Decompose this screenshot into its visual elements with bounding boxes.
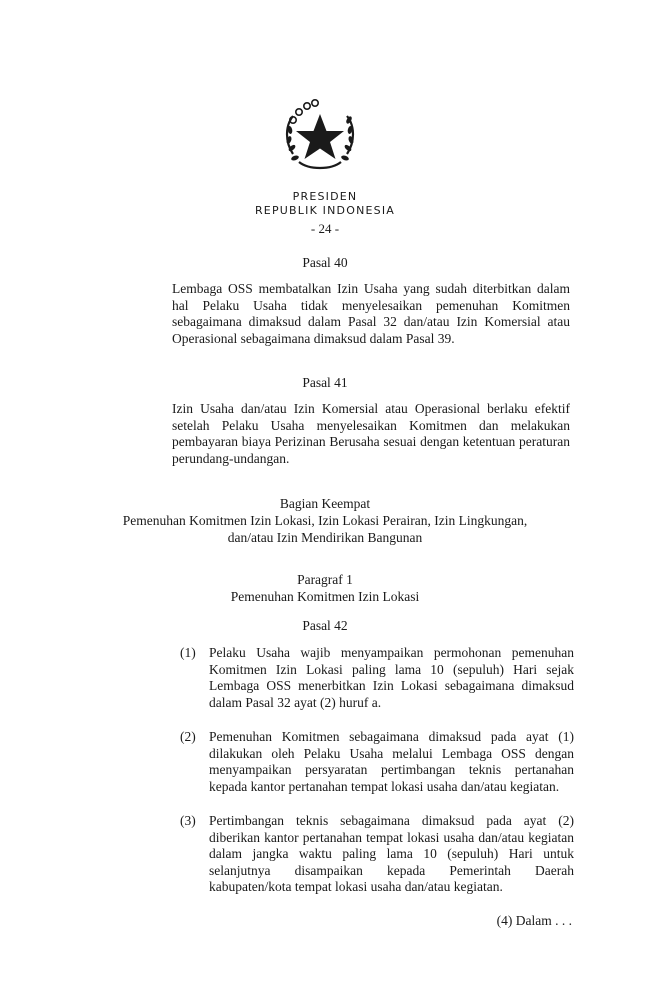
list-item [180, 729, 574, 795]
continuation-note: (4) Dalam . . . [496, 913, 572, 928]
garuda-star-emblem-icon [279, 96, 361, 178]
list-item [180, 813, 574, 896]
pasal-40-heading: Pasal 40 [302, 255, 348, 270]
pasal-41-text: Izin Usaha dan/atau Izin Komersial atau Operasional berlaku efektif setelah Pelaku Usaha menyelesaikan Komitmen dan melakukan pembayaran biaya Perizinan Berusaha sesuai dengan ketentuan peraturan perundang-undangan. [172, 401, 570, 466]
list-item-number: (2) [180, 729, 196, 744]
list-item-text: Pelaku Usaha wajib menyampaikan permohonan pemenuhan Komitmen Izin Lokasi paling lama 10 (sepuluh) Hari sejak Lembaga OSS menerbitkan Izin Lokasi sebagaimana dimaksud dalam Pasal 32 ayat (2) huruf a. [209, 645, 574, 710]
bagian-subtitle-line1: Pemenuhan Komitmen Izin Lokasi, Izin Lokasi Perairan, Izin Lingkungan, [122, 513, 528, 528]
list-item-text: Pertimbangan teknis sebagaimana dimaksud pada ayat (2) diberikan kantor pertanahan tempat lokasi usaha dan/atau kegiatan dalam jangka waktu paling lama 10 (sepuluh) Hari untuk selanjutnya disampaikan kepada Pemerintah Daerah kabupaten/kota tempat lokasi usaha dan/atau kegiatan. [209, 813, 574, 894]
bagian-title: Bagian Keempat [279, 496, 371, 511]
pasal-41-heading: Pasal 41 [302, 375, 348, 390]
header-subtitle: REPUBLIK INDONESIA [254, 204, 396, 217]
page-number: - 24 - [310, 221, 340, 236]
bagian-subtitle-line2: dan/atau Izin Mendirikan Bangunan [227, 530, 423, 545]
paragraf-subtitle: Pemenuhan Komitmen Izin Lokasi [230, 589, 420, 604]
list-item [180, 645, 574, 711]
pasal-40-text: Lembaga OSS membatalkan Izin Usaha yang sudah diterbitkan dalam hal Pelaku Usaha tidak menyelesaikan pemenuhan Komitmen sebagaimana dimaksud dalam Pasal 32 dan/atau Izin Komersial atau Operasional sebagaimana dimaksud dalam Pasal 39. [172, 281, 570, 346]
list-item-number: (3) [180, 813, 196, 828]
pasal-42-heading: Pasal 42 [302, 618, 348, 633]
header-title: PRESIDEN [292, 190, 358, 203]
paragraf-title: Paragraf 1 [297, 572, 353, 587]
list-item-text: Pemenuhan Komitmen sebagaimana dimaksud pada ayat (1) dilakukan oleh Pelaku Usaha melalui Lembaga OSS dengan menyampaikan persyaratan pertimbangan teknis pertanahan kepada kantor pertanahan tempat lokasi usaha dan/atau kegiatan. [209, 729, 574, 794]
list-item-number: (1) [180, 645, 196, 660]
